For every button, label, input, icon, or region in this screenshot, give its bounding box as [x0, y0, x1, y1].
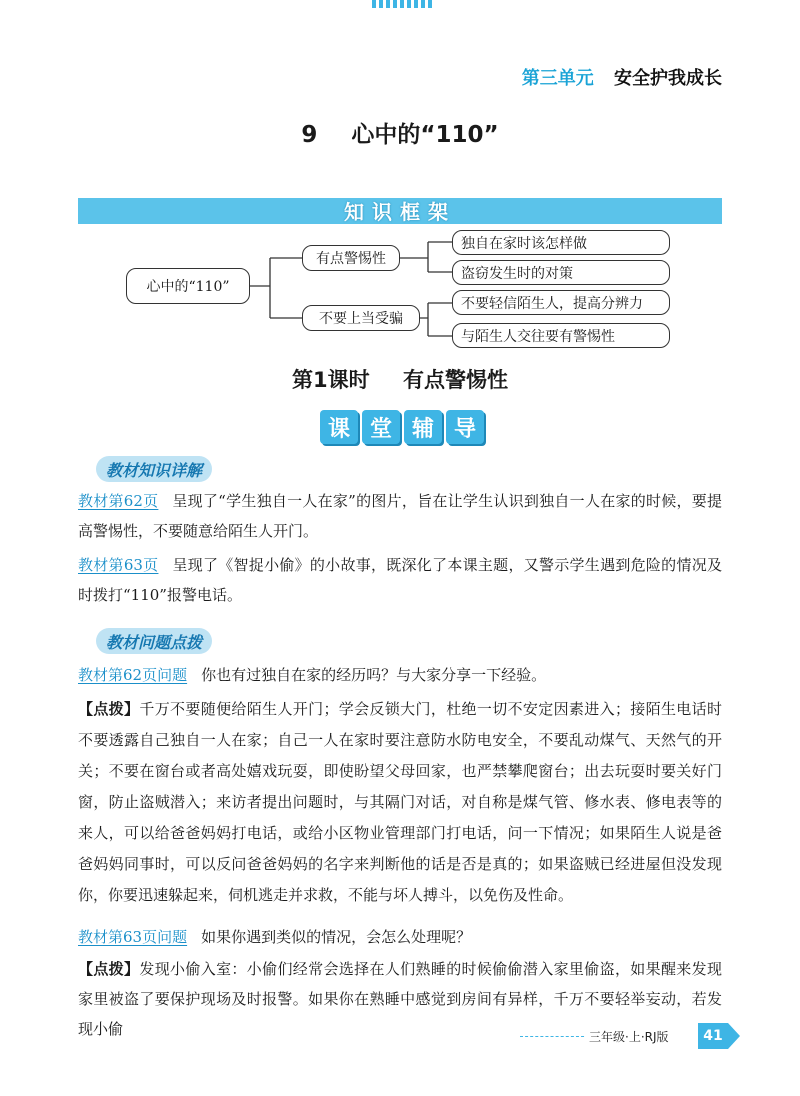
textbook-ref: 教材第63页	[78, 556, 159, 574]
guide-tile: 辅	[404, 410, 442, 444]
framework-banner-text: 知识框架	[344, 200, 456, 224]
knowledge-item-2	[78, 550, 722, 610]
guide-tile: 导	[446, 410, 484, 444]
textbook-ref: 教材第63页问题	[78, 928, 188, 946]
answer-text: 千万不要随便给陌生人开门；学会反锁大门，杜绝一切不安定因素进入；接陌生电话时不要透露自己独自一人在家；自己一人在家时要注意防水防电安全，不要乱动煤气、天然气的开关；不要在窗台或者高处嬉戏玩耍，即使盼望父母回家，也严禁攀爬窗台；出去玩耍时要关好门窗，防止盗贼潜入；来访者提出问题时，与其隔门对话，对自称是煤气管、修水表、修电表等的来人，可以给爸爸妈妈打电话，或给小区物业管理部门打电话，问一下情况；如果陌生人说是爸爸妈妈同事时，可以反问爸爸妈妈的名字来判断他的话是否是真的；如果盗贼已经进屋但没发现你，你要迅速躲起来，伺机逃走并求救，不能与坏人搏斗，以免伤及性命。	[78, 700, 722, 904]
framework-leaf-2: 盗窃发生时的对策	[452, 260, 670, 285]
session-name: 有点警惕性	[402, 368, 508, 392]
unit-header	[522, 64, 722, 90]
section-badge-questions: 教材问题点拨	[96, 628, 212, 654]
knowledge-item-1	[78, 486, 722, 546]
question-text: 你也有过独自在家的经历吗？与大家分享一下经验。	[201, 666, 547, 684]
framework-branch-2: 不要上当受骗	[302, 305, 420, 331]
page-number: 41	[698, 1023, 728, 1049]
tip-tag: 【点拨】	[78, 700, 140, 718]
question-2	[78, 922, 722, 952]
textbook-ref: 教材第62页问题	[78, 666, 188, 684]
section-badge-knowledge: 教材知识详解	[96, 456, 212, 482]
lesson-number: 9	[301, 122, 318, 148]
grade-edition: 三年级·上·RJ版	[586, 1028, 672, 1045]
answer-text: 发现小偷入室：小偷们经常会选择在人们熟睡的时候偷偷潜入家里偷盗，如果醒来发现家里被盗了要保护现场及时报警。如果你在熟睡中感觉到房间有异样，千万不要轻举妄动，若发现小偷	[78, 960, 722, 1038]
lesson-name: 心中的“110”	[351, 122, 499, 148]
framework-leaf-4: 与陌生人交往要有警惕性	[452, 323, 670, 348]
guide-tile: 课	[320, 410, 358, 444]
knowledge-text: 呈现了《智捉小偷》的小故事，既深化了本课主题，又警示学生遇到危险的情况及时拨打“110”报警电话。	[78, 556, 722, 604]
framework-root: 心中的“110”	[126, 268, 250, 304]
lesson-title	[0, 116, 800, 149]
session-label: 第1课时	[292, 368, 370, 392]
tip-tag: 【点拨】	[78, 960, 140, 978]
page-arrow-icon	[728, 1023, 740, 1049]
framework-leaf-1: 独自在家时该怎样做	[452, 230, 670, 255]
classroom-guide-banner	[320, 410, 484, 444]
answer-1	[78, 694, 722, 911]
textbook-ref: 教材第62页	[78, 492, 159, 510]
unit-number: 第三单元	[521, 68, 594, 89]
guide-tile: 堂	[362, 410, 400, 444]
top-decoration	[372, 0, 434, 8]
unit-title: 安全护我成长	[614, 68, 722, 89]
framework-leaf-3: 不要轻信陌生人，提高分辨力	[452, 290, 670, 315]
framework-branch-1: 有点警惕性	[302, 245, 400, 271]
knowledge-text: 呈现了“学生独自一人在家”的图片，旨在让学生认识到独自一人在家的时候，要提高警惕性，不要随意给陌生人开门。	[78, 492, 723, 540]
session-title	[0, 364, 800, 394]
page-footer	[520, 1027, 740, 1047]
question-1	[78, 660, 722, 690]
question-text: 如果你遇到类似的情况，会怎么处理呢？	[201, 928, 472, 946]
